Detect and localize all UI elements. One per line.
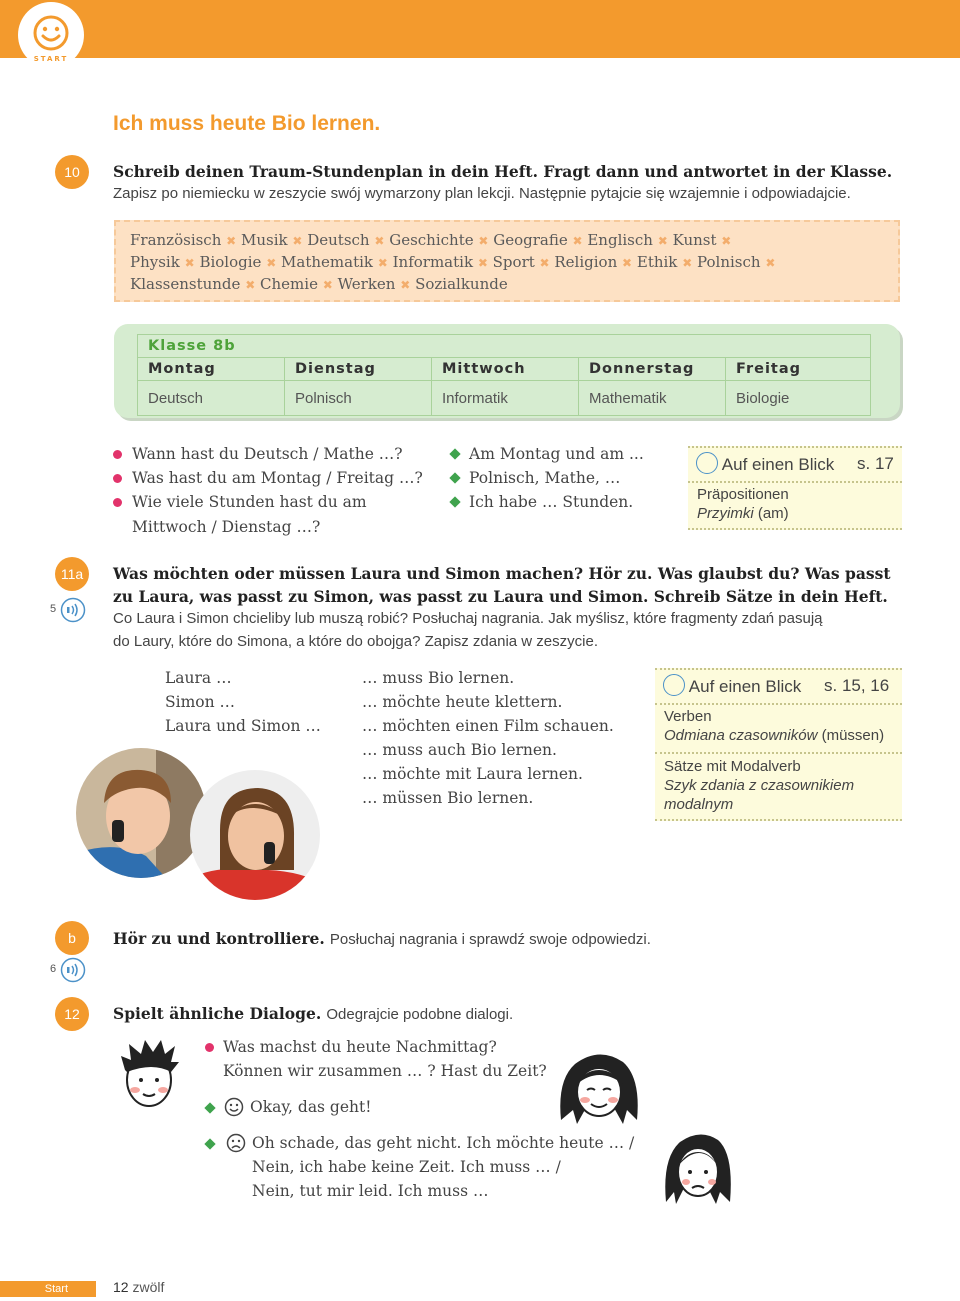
dialog-question: Was machst du heute Nachmittag? [223, 1038, 497, 1056]
reference-topic: Verben [664, 708, 712, 725]
arrow-right-icon [696, 452, 718, 474]
reference-topic-pl: Szyk zdania z czasownikiem [664, 777, 855, 794]
subject: Chemie [260, 275, 318, 293]
cartoon-girl-illustration [553, 1050, 645, 1130]
reference-page: s. 15, 16 [824, 676, 890, 695]
subject: Kunst [672, 231, 717, 249]
audio-icon[interactable] [60, 957, 86, 983]
bullet-diamond [449, 448, 460, 459]
dialog-answer-no: Nein, tut mir leid. Ich muss … [252, 1182, 489, 1200]
timetable [137, 334, 871, 416]
reference-topic-pl [664, 727, 884, 744]
timetable-cell: Informatik [432, 381, 579, 416]
bullet-dot [205, 1043, 214, 1052]
separator: ✖ [657, 234, 668, 248]
cartoon-girl-sad-illustration [660, 1130, 734, 1210]
bullet-dot [113, 498, 122, 507]
track-number: 6 [50, 963, 57, 975]
separator: ✖ [539, 256, 550, 270]
girl-photo [190, 770, 320, 900]
subject: Deutsch [307, 231, 370, 249]
grammar-reference-title [696, 452, 834, 475]
subject-row [130, 253, 775, 271]
page-title: Ich muss heute Bio lernen. [113, 112, 381, 135]
subject-row [130, 275, 508, 293]
bullet-diamond [449, 472, 460, 483]
subject: Sozialkunde [415, 275, 508, 293]
instruction-pl: Co Laura i Simon chcieliby lub muszą robić? Posłuchaj nagrania. Jak myślisz, które fragmenty zdań pasują [113, 610, 823, 627]
instruction-pl: Posłuchaj nagrania i sprawdź swoje odpowiedzi. [329, 931, 651, 948]
separator: ✖ [721, 234, 732, 248]
day-header: Donnerstag [579, 358, 726, 381]
timetable-cell: Mathematik [579, 381, 726, 416]
reference-topic-pl-extra: (müssen) [821, 727, 885, 744]
sentence-start: Simon … [165, 693, 236, 711]
instruction-line [113, 1004, 513, 1023]
day-header: Montag [138, 358, 285, 381]
instruction-de: Spielt ähnliche Dialoge. [113, 1004, 322, 1023]
subject: Polnisch [697, 253, 761, 271]
separator: ✖ [400, 278, 411, 292]
separator: ✖ [226, 234, 237, 248]
sentence-end: … möchte heute klettern. [362, 693, 563, 711]
reference-topic-pl-italic: Przyimki [697, 505, 754, 522]
sentence-end: … müssen Bio lernen. [362, 789, 534, 807]
sentence-end: … muss Bio lernen. [362, 669, 515, 687]
separator: ✖ [765, 256, 776, 270]
cartoon-boy-illustration [113, 1036, 185, 1112]
subject: Musik [241, 231, 288, 249]
instruction-de: zu Laura, was passt zu Simon, was passt zu Laura und Simon. Schreib Sätze in dein Heft. [113, 587, 888, 606]
predicate-column [362, 666, 614, 810]
class-label: Klasse 8b [138, 335, 871, 358]
sad-face-icon [226, 1133, 246, 1153]
separator: ✖ [374, 234, 385, 248]
reference-topic: Präpositionen [697, 486, 789, 503]
exercise-number: b [55, 921, 89, 955]
audio-icon[interactable] [60, 597, 86, 623]
subject: Werken [337, 275, 396, 293]
happy-face-icon [224, 1097, 244, 1117]
subject: Geografie [493, 231, 568, 249]
page-number-digits: 12 [113, 1279, 129, 1295]
separator: ✖ [245, 278, 256, 292]
instruction-de: Was möchten oder müssen Laura und Simon machen? Hör zu. Was glaubst du? Was passt [113, 564, 891, 583]
day-header: Mittwoch [432, 358, 579, 381]
separator: ✖ [184, 256, 195, 270]
question: Was hast du am Montag / Freitag …? [132, 469, 423, 487]
question: Mittwoch / Dienstag …? [132, 518, 321, 536]
separator: ✖ [477, 256, 488, 270]
page-number-word: zwölf [132, 1279, 165, 1295]
separator: ✖ [377, 256, 388, 270]
separator: ✖ [266, 256, 277, 270]
boy-photo [76, 748, 206, 878]
answer: Ich habe … Stunden. [469, 493, 634, 511]
subject: Sport [492, 253, 535, 271]
day-header: Freitag [726, 358, 871, 381]
timetable-cell: Deutsch [138, 381, 285, 416]
section-tab: Start [0, 1281, 96, 1297]
question: Wie viele Stunden hast du am [132, 493, 367, 511]
subject: Religion [554, 253, 618, 271]
instruction-pl: Zapisz po niemiecku w zeszycie swój wymarzony plan lekcji. Następnie pytajcie się wzajemnie i odpowiadajcie. [113, 185, 851, 202]
sentence-end: … muss auch Bio lernen. [362, 741, 557, 759]
sentence-start: Laura … [165, 669, 232, 687]
instruction-de: Hör zu und kontrolliere. [113, 929, 325, 948]
top-bar [0, 0, 960, 58]
separator: ✖ [478, 234, 489, 248]
subject-column [165, 666, 321, 738]
subject: Französisch [130, 231, 222, 249]
reference-topic-pl-extra: (am) [757, 505, 789, 522]
dialog-answer-no: Nein, ich habe keine Zeit. Ich muss … / [252, 1158, 561, 1176]
reference-page: s. 17 [857, 454, 894, 473]
subject: Mathematik [281, 253, 373, 271]
dialog-answer-no: Oh schade, das geht nicht. Ich möchte heute … / [252, 1134, 635, 1152]
subject: Klassenstunde [130, 275, 241, 293]
divider [655, 752, 902, 754]
sentence-end: … möchte mit Laura lernen. [362, 765, 583, 783]
subject: Englisch [587, 231, 653, 249]
separator: ✖ [682, 256, 693, 270]
bullet-diamond [204, 1102, 215, 1113]
subject: Physik [130, 253, 180, 271]
sentence-start: Laura und Simon … [165, 717, 321, 735]
subject: Ethik [636, 253, 678, 271]
separator: ✖ [292, 234, 303, 248]
exercise-number: 11a [55, 557, 89, 591]
arrow-right-icon [663, 674, 685, 696]
bullet-dot [113, 450, 122, 459]
exercise-number: 12 [55, 997, 89, 1031]
bullet-diamond [449, 496, 460, 507]
subject: Geschichte [389, 231, 474, 249]
instruction-pl: do Laury, które do Simona, a które do obojga? Zapisz zdania w zeszycie. [113, 633, 598, 650]
logo-text: START [33, 55, 69, 63]
track-number: 5 [50, 603, 57, 615]
reference-topic: Sätze mit Modalverb [664, 758, 801, 775]
answer: Am Montag und am ... [469, 445, 644, 463]
day-header: Dienstag [285, 358, 432, 381]
grammar-reference-title [663, 674, 801, 697]
sentence-end: … möchten einen Film schauen. [362, 717, 614, 735]
question: Wann hast du Deutsch / Mathe …? [132, 445, 403, 463]
reference-topic-pl-italic: Odmiana czasowników [664, 727, 818, 744]
divider [688, 481, 902, 483]
exercise-number: 10 [55, 155, 89, 189]
timetable-cell: Polnisch [285, 381, 432, 416]
subject: Biologie [199, 253, 262, 271]
reference-topic-pl [697, 505, 789, 522]
page-number [113, 1279, 164, 1295]
dialog-question: Können wir zusammen … ? Hast du Zeit? [223, 1062, 547, 1080]
separator: ✖ [622, 256, 633, 270]
dialog-answer-yes: Okay, das geht! [250, 1098, 372, 1116]
reference-heading: Auf einen Blick [688, 677, 802, 696]
reference-topic-pl: modalnym [664, 796, 734, 813]
smiley-icon [32, 14, 70, 52]
bullet-dot [113, 474, 122, 483]
timetable-cell: Biologie [726, 381, 871, 416]
instruction-de: Schreib deinen Traum-Stundenplan in dein Heft. Fragt dann und antwortet in der Klasse. [113, 162, 893, 181]
separator: ✖ [572, 234, 583, 248]
instruction-pl: Odegrajcie podobne dialogi. [326, 1006, 514, 1023]
reference-heading: Auf einen Blick [721, 455, 835, 474]
answer: Polnisch, Mathe, … [469, 469, 621, 487]
divider [655, 703, 902, 705]
separator: ✖ [322, 278, 333, 292]
instruction-line [113, 929, 651, 948]
subject-row [130, 231, 731, 249]
bullet-diamond [204, 1138, 215, 1149]
subject: Informatik [392, 253, 474, 271]
